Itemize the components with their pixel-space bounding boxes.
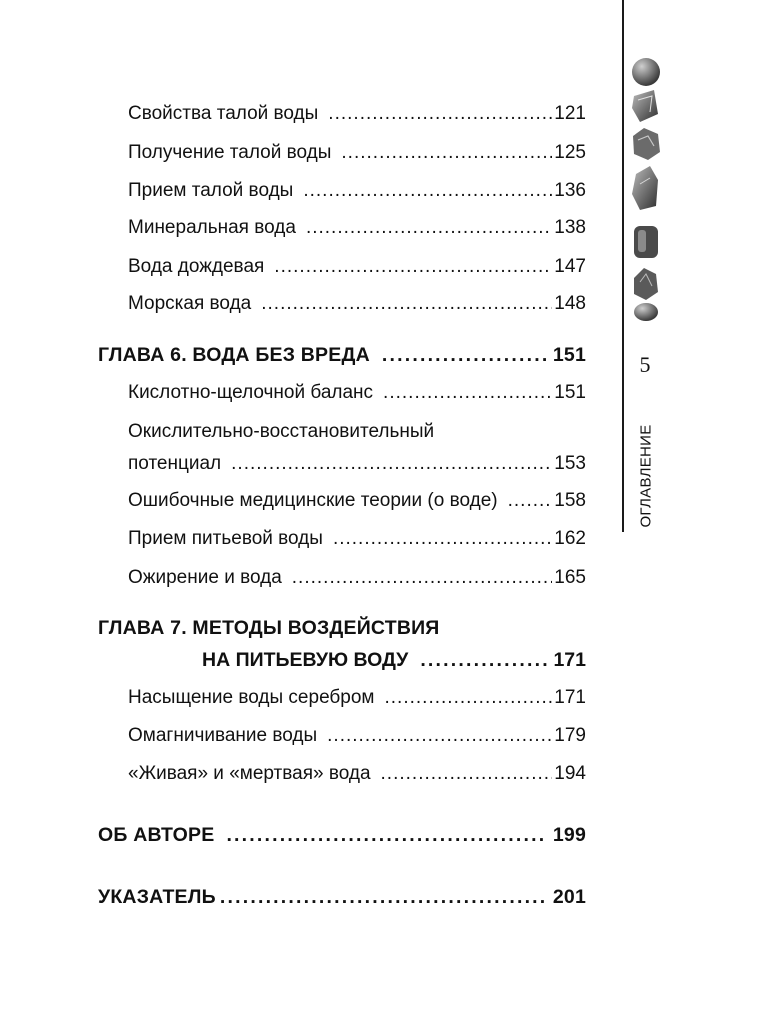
toc-entry-page: 147 <box>554 256 586 277</box>
rough-stone-icon <box>633 128 660 160</box>
leader-dots <box>261 292 552 316</box>
toc-entry-title: Прием питьевой воды <box>128 528 323 549</box>
leader-dots <box>382 343 547 367</box>
page-number: 5 <box>639 352 651 377</box>
chapter-heading <box>202 648 586 672</box>
rounded-stone-icon <box>634 226 658 258</box>
leader-dots <box>327 724 552 748</box>
leader-dots <box>306 216 552 240</box>
toc-entry <box>128 724 586 748</box>
toc-entry-title: Прием талой воды <box>128 180 294 201</box>
toc-entry-page: 136 <box>554 180 586 201</box>
toc-entry <box>128 292 586 316</box>
leader-dots <box>420 648 547 672</box>
leader-dots <box>303 179 552 203</box>
toc-entry-title: Минеральная вода <box>128 217 296 238</box>
leader-dots <box>333 527 552 551</box>
about-author-title: ОБ АВТОРЕ <box>98 824 215 846</box>
toc-entry <box>128 762 586 786</box>
leader-dots <box>381 762 553 786</box>
margin-divider <box>622 0 624 532</box>
sphere-stone-icon <box>632 58 660 86</box>
toc-entry-title: Омагничивание воды <box>128 725 318 746</box>
index-title: УКАЗАТЕЛЬ <box>98 886 216 908</box>
toc-entry <box>128 489 586 513</box>
leader-dots <box>231 452 552 476</box>
toc-entry-page: 138 <box>554 217 586 238</box>
toc-entry-page: 158 <box>554 490 586 511</box>
leader-dots <box>328 102 552 126</box>
toc-entry-page: 165 <box>554 567 586 588</box>
leader-dots <box>226 823 546 847</box>
pebble-stone-icon <box>634 303 658 321</box>
index-heading <box>98 885 586 909</box>
leader-dots <box>292 566 553 590</box>
section-label-vertical: ОГЛАВЛЕНИЕ <box>637 424 655 528</box>
toc-entry-title: Ошибочные медицинские теории (о воде) <box>128 490 498 511</box>
chapter-page: 171 <box>553 649 586 671</box>
toc-entry-title: Морская вода <box>128 293 252 314</box>
crystal-stone-icon <box>632 90 658 122</box>
leader-dots <box>508 489 553 513</box>
toc-entry-page: 153 <box>554 453 586 474</box>
toc-entry-page: 125 <box>554 142 586 163</box>
toc-entry <box>128 179 586 203</box>
toc-entry <box>128 566 586 590</box>
chapter-heading <box>98 343 586 367</box>
toc-entry <box>128 102 586 126</box>
toc-entry-title: Вода дождевая <box>128 256 265 277</box>
toc-entry-page: 179 <box>554 725 586 746</box>
toc-entry-title-line1: Окислительно-восстановительный <box>128 421 435 442</box>
toc-entry <box>128 141 586 165</box>
toc-entry <box>128 527 586 551</box>
toc-entry-title: Свойства талой воды <box>128 103 319 124</box>
chapter-heading-line1: ГЛАВА 7. МЕТОДЫ ВОЗДЕЙСТВИЯ <box>98 617 440 639</box>
toc-entry-title: Ожирение и вода <box>128 567 282 588</box>
index-page: 201 <box>552 886 586 908</box>
toc-entry-title: Кислотно-щелочной баланс <box>128 382 374 403</box>
toc-entry-title: Получение талой воды <box>128 142 332 163</box>
chapter-title-line2: НА ПИТЬЕВУЮ ВОДУ <box>202 649 409 671</box>
leader-dots <box>385 686 553 710</box>
cluster-stone-icon <box>634 268 658 300</box>
toc-entry <box>128 216 586 240</box>
toc-entry-title: «Живая» и «мертвая» вода <box>128 763 371 784</box>
toc-entry <box>128 255 586 279</box>
leader-dots <box>220 885 547 909</box>
toc-entry-page: 121 <box>554 103 586 124</box>
leader-dots <box>383 381 552 405</box>
decorative-stones <box>628 56 664 326</box>
toc-entry <box>128 381 586 405</box>
toc-entry <box>128 686 586 710</box>
toc-entry-page: 194 <box>554 763 586 784</box>
toc-entry-page: 171 <box>554 687 586 708</box>
toc-entry <box>128 452 586 476</box>
about-author-page: 199 <box>552 824 586 846</box>
toc-entry-title: Насыщение воды серебром <box>128 687 375 708</box>
toc-entry-page: 162 <box>554 528 586 549</box>
toc-entry-title-line2: потенциал <box>128 453 222 474</box>
chapter-title: ГЛАВА 6. ВОДА БЕЗ ВРЕДА <box>98 344 370 366</box>
about-author-heading <box>98 823 586 847</box>
leader-dots <box>274 255 552 279</box>
toc-entry-page: 151 <box>554 382 586 403</box>
chapter-page: 151 <box>552 344 586 366</box>
toc-entry-page: 148 <box>554 293 586 314</box>
leader-dots <box>341 141 552 165</box>
shard-stone-icon <box>632 166 658 210</box>
